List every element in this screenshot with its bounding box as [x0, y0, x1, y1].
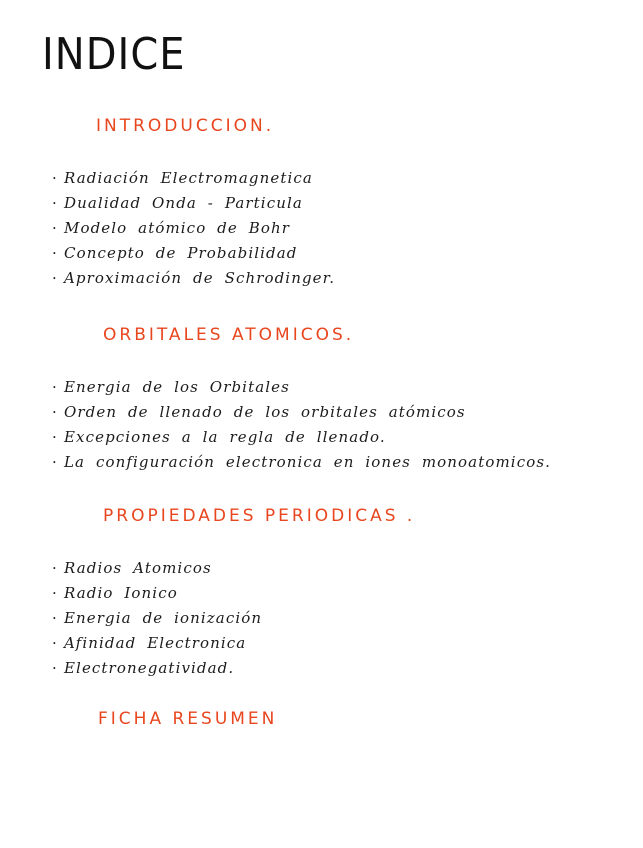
bullet-icon: ·	[52, 219, 58, 237]
list-item-text: Modelo atómico de Bohr	[64, 219, 291, 237]
section-heading-propiedades: PROPIEDADES PERIODICAS .	[103, 506, 416, 526]
section-list-orbitales	[52, 375, 551, 475]
list-item	[52, 216, 335, 241]
list-item	[52, 400, 551, 425]
section-list-propiedades	[52, 556, 262, 681]
bullet-icon: ·	[52, 428, 58, 446]
bullet-icon: ·	[52, 403, 58, 421]
bullet-icon: ·	[52, 559, 58, 577]
list-item-text: Radio Ionico	[64, 584, 178, 602]
list-item-text: Dualidad Onda - Particula	[64, 194, 303, 212]
list-item	[52, 191, 335, 216]
section-heading-ficha-resumen: FICHA RESUMEN	[98, 709, 278, 729]
bullet-icon: ·	[52, 378, 58, 396]
list-item-text: Energia de ionización	[64, 609, 263, 627]
section-heading-introduccion: INTRODUCCION.	[96, 116, 275, 136]
list-item	[52, 425, 551, 450]
list-item-text: Concepto de Probabilidad	[64, 244, 298, 262]
list-item	[52, 266, 335, 291]
list-item	[52, 450, 551, 475]
list-item	[52, 606, 262, 631]
list-item	[52, 656, 262, 681]
list-item-text: Radiación Electromagnetica	[64, 169, 313, 187]
list-item	[52, 631, 262, 656]
bullet-icon: ·	[52, 169, 58, 187]
bullet-icon: ·	[52, 194, 58, 212]
list-item	[52, 241, 335, 266]
list-item-text: Electronegatividad.	[64, 659, 235, 677]
list-item-text: Energia de los Orbitales	[64, 378, 290, 396]
list-item-text: Excepciones a la regla de llenado.	[64, 428, 386, 446]
bullet-icon: ·	[52, 453, 58, 471]
page-title: INDICE	[42, 30, 186, 80]
section-list-introduccion	[52, 166, 335, 291]
list-item-text: La configuración electronica en iones monoatomicos.	[64, 453, 552, 471]
bullet-icon: ·	[52, 609, 58, 627]
bullet-icon: ·	[52, 244, 58, 262]
bullet-icon: ·	[52, 584, 58, 602]
list-item-text: Aproximación de Schrodinger.	[64, 269, 336, 287]
list-item-text: Radios Atomicos	[64, 559, 212, 577]
bullet-icon: ·	[52, 269, 58, 287]
list-item-text: Orden de llenado de los orbitales atómicos	[64, 403, 466, 421]
list-item-text: Afinidad Electronica	[64, 634, 247, 652]
list-item	[52, 375, 551, 400]
list-item	[52, 166, 335, 191]
section-heading-orbitales: ORBITALES ATOMICOS.	[103, 325, 355, 345]
bullet-icon: ·	[52, 634, 58, 652]
list-item	[52, 556, 262, 581]
list-item	[52, 581, 262, 606]
bullet-icon: ·	[52, 659, 58, 677]
